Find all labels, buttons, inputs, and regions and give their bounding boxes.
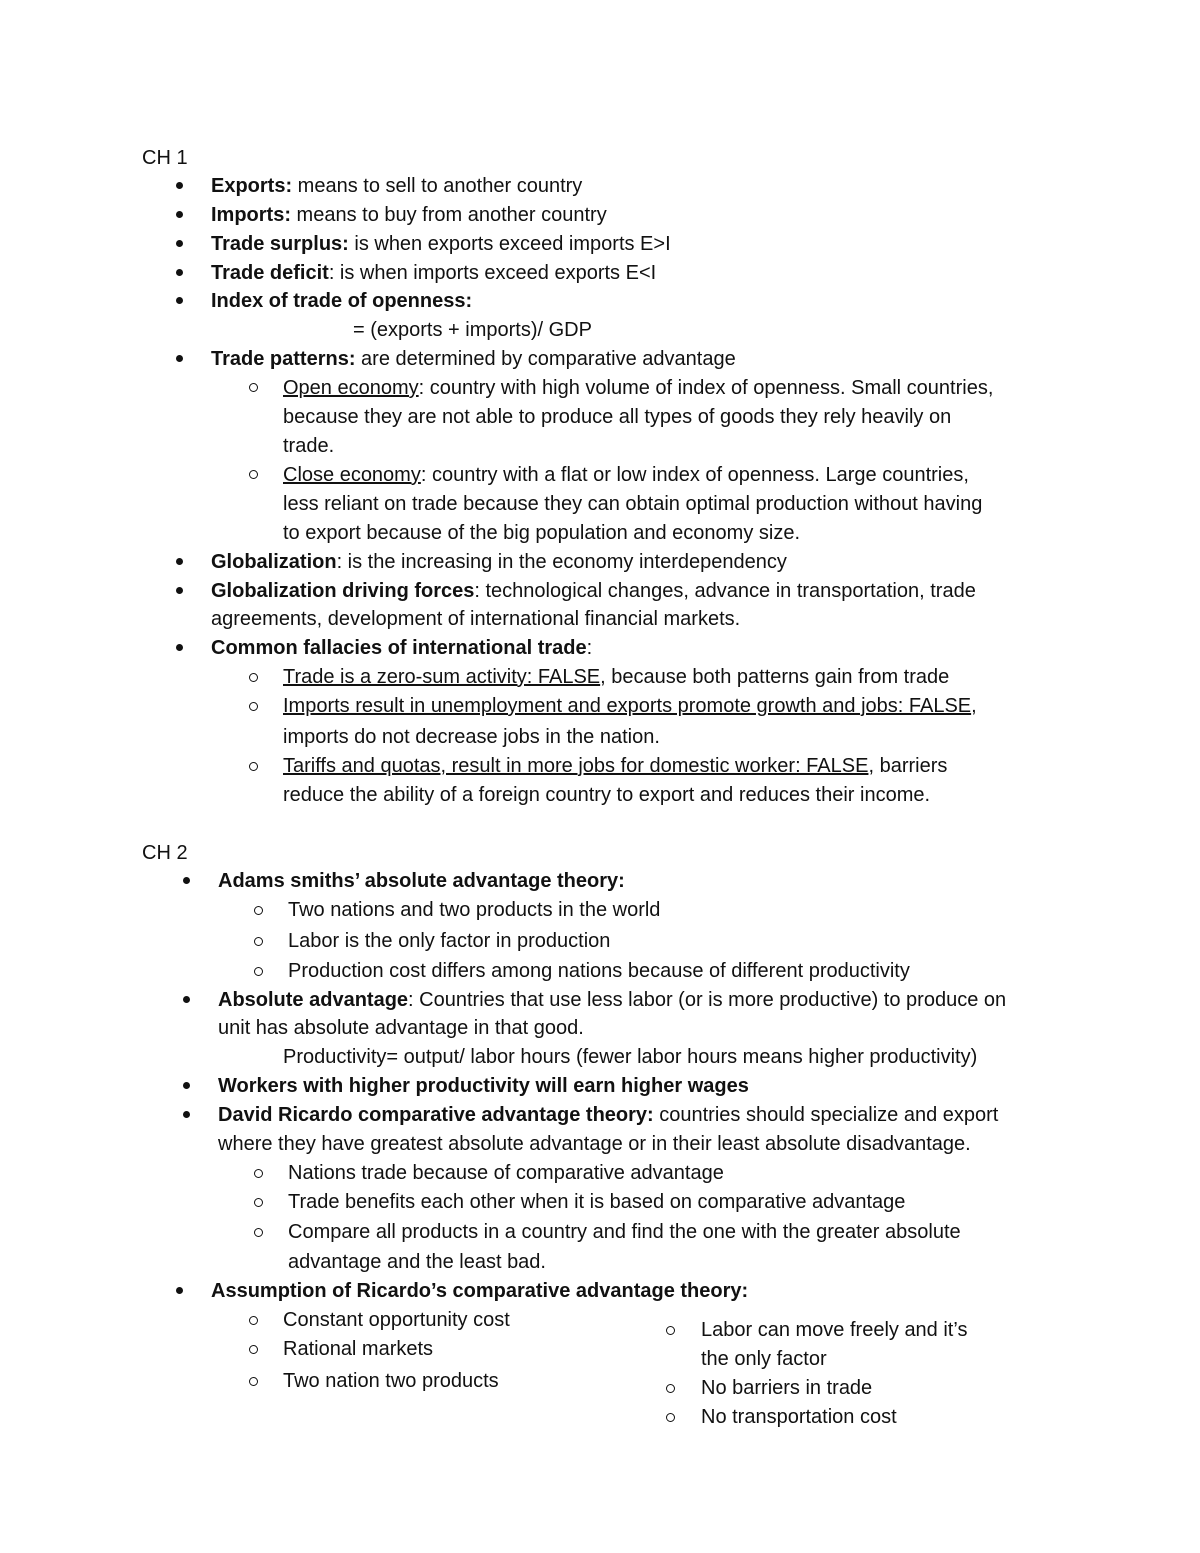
trade-deficit-term: Trade deficit [211, 262, 329, 284]
smith-term: Adams smiths’ absolute advantage theory: [218, 870, 625, 892]
sub-bullet-icon [249, 1377, 258, 1386]
fallacies-term: Common fallacies of international trade [211, 637, 587, 659]
trade-surplus-line [211, 231, 671, 257]
sub-bullet-icon [254, 1198, 263, 1207]
sub-bullet-icon [254, 967, 263, 976]
imports-term: Imports: [211, 204, 291, 226]
bullet-icon [183, 1111, 190, 1118]
close-economy-text: : country with a flat or low index of openness. Large countries, [420, 464, 969, 486]
fallacy-3-line2: reduce the ability of a foreign country to export and reduces their income. [283, 784, 931, 806]
sub-bullet-icon [249, 762, 258, 771]
ricardo-line2: where they have greatest absolute advantage or in their least absolute disadvantage. [218, 1133, 971, 1155]
sub-bullet-icon [249, 673, 258, 682]
sub-bullet-icon [254, 937, 263, 946]
fallacy-1-text: , because both patterns gain from trade [600, 666, 950, 688]
exports-text: means to sell to another country [292, 175, 583, 197]
assumption-right-2: No barriers in trade [701, 1377, 873, 1399]
assumption-left-2: Rational markets [283, 1338, 434, 1360]
sub-bullet-icon [666, 1384, 675, 1393]
sub-bullet-icon [249, 470, 258, 479]
ricardo-item-3-cont: advantage and the least bad. [288, 1251, 546, 1273]
fallacies-text: : [586, 637, 593, 659]
fallacies-line [211, 635, 592, 661]
assumptions-term: Assumption of Ricardo’s comparative advantage theory: [211, 1280, 749, 1302]
fallacy-2-claim: Imports result in unemployment and exports promote growth and jobs: FALSE [283, 695, 972, 717]
ricardo-term: David Ricardo comparative advantage theory: [218, 1104, 654, 1126]
bullet-icon [176, 644, 183, 651]
exports-line [211, 173, 582, 199]
ch2-heading: CH 2 [142, 842, 188, 864]
open-economy-text: : country with high volume of index of openness. Small countries, [418, 377, 994, 399]
sub-bullet-icon [666, 1413, 675, 1422]
index-openness-term: Index of trade of openness: [211, 290, 473, 312]
trade-surplus-term: Trade surplus: [211, 233, 349, 255]
close-economy-line2: less reliant on trade because they can obtain optimal production without having [283, 493, 983, 515]
fallacy-2-line2: imports do not decrease jobs in the nation. [283, 726, 660, 748]
absolute-advantage-line1 [218, 987, 1006, 1013]
sub-bullet-icon [249, 1316, 258, 1325]
bullet-icon [176, 240, 183, 247]
imports-text: means to buy from another country [291, 204, 607, 226]
bullet-icon [176, 355, 183, 362]
open-economy-line2: because they are not able to produce all types of goods they rely heavily on [283, 406, 952, 428]
trade-deficit-text: : is when imports exceed exports E<I [328, 262, 657, 284]
trade-patterns-term: Trade patterns: [211, 348, 356, 370]
globalization-forces-text: : technological changes, advance in transportation, trade [474, 580, 976, 602]
sub-bullet-icon [249, 383, 258, 392]
open-economy-line1 [283, 375, 993, 401]
trade-patterns-text: are determined by comparative advantage [355, 348, 736, 370]
globalization-term: Globalization [211, 551, 337, 573]
fallacy-1-claim: Trade is a zero-sum activity: FALSE [283, 666, 601, 688]
smith-item-2: Labor is the only factor in production [288, 930, 611, 952]
assumption-right-1: Labor can move freely and it’s [701, 1319, 968, 1341]
ricardo-line1 [218, 1102, 998, 1128]
bullet-icon [176, 1287, 183, 1294]
exports-term: Exports: [211, 175, 293, 197]
trade-surplus-text: is when exports exceed imports E>I [348, 233, 671, 255]
sub-bullet-icon [666, 1326, 675, 1335]
sub-bullet-icon [249, 1345, 258, 1354]
fallacy-2-line1 [283, 693, 977, 719]
absolute-advantage-text: : Countries that use less labor (or is more productive) to produce on [408, 989, 1007, 1011]
ricardo-item-3: Compare all products in a country and find the one with the greater absolute [288, 1221, 961, 1243]
index-openness-formula: = (exports + imports)/ GDP [353, 319, 592, 341]
imports-line [211, 202, 607, 228]
fallacy-1-line1 [283, 664, 949, 690]
assumption-left-1: Constant opportunity cost [283, 1309, 510, 1331]
globalization-line [211, 549, 787, 575]
trade-patterns-line [211, 346, 736, 372]
bullet-icon [183, 877, 190, 884]
bullet-icon [176, 297, 183, 304]
bullet-icon [176, 182, 183, 189]
sub-bullet-icon [254, 1169, 263, 1178]
assumption-left-3: Two nation two products [283, 1370, 499, 1392]
globalization-text: : is the increasing in the economy interdependency [336, 551, 787, 573]
ch1-heading: CH 1 [142, 147, 188, 169]
ricardo-item-2: Trade benefits each other when it is based on comparative advantage [288, 1191, 906, 1213]
ricardo-item-1: Nations trade because of comparative advantage [288, 1162, 724, 1184]
bullet-icon [176, 558, 183, 565]
absolute-advantage-line2: unit has absolute advantage in that good. [218, 1017, 584, 1039]
smith-item-3: Production cost differs among nations because of different productivity [288, 960, 910, 982]
fallacy-3-text: , barriers [868, 755, 948, 777]
ricardo-text: countries should specialize and export [653, 1104, 999, 1126]
bullet-icon [183, 996, 190, 1003]
open-economy-line3: trade. [283, 435, 335, 457]
bullet-icon [183, 1082, 190, 1089]
bullet-icon [176, 211, 183, 218]
trade-deficit-line [211, 260, 656, 286]
smith-item-1: Two nations and two products in the world [288, 899, 661, 921]
open-economy-term: Open economy [283, 377, 419, 399]
globalization-forces-line1 [211, 578, 976, 604]
sub-bullet-icon [254, 906, 263, 915]
sub-bullet-icon [254, 1228, 263, 1237]
globalization-forces-line2: agreements, development of international financial markets. [211, 608, 741, 630]
bullet-icon [176, 587, 183, 594]
fallacy-3-line1 [283, 753, 947, 779]
assumption-right-1-cont: the only factor [701, 1348, 827, 1370]
fallacy-3-claim: Tariffs and quotas, result in more jobs for domestic worker: FALSE [283, 755, 869, 777]
absolute-advantage-term: Absolute advantage [218, 989, 409, 1011]
close-economy-line1 [283, 462, 969, 488]
globalization-forces-term: Globalization driving forces [211, 580, 475, 602]
workers-term: Workers with higher productivity will earn higher wages [218, 1075, 749, 1097]
close-economy-term: Close economy [283, 464, 421, 486]
productivity-formula: Productivity= output/ labor hours (fewer labor hours means higher productivity) [283, 1046, 978, 1068]
fallacy-2-text: , [971, 695, 977, 717]
assumption-right-3: No transportation cost [701, 1406, 897, 1428]
bullet-icon [176, 269, 183, 276]
sub-bullet-icon [249, 702, 258, 711]
close-economy-line3: to export because of the big population and economy size. [283, 522, 801, 544]
